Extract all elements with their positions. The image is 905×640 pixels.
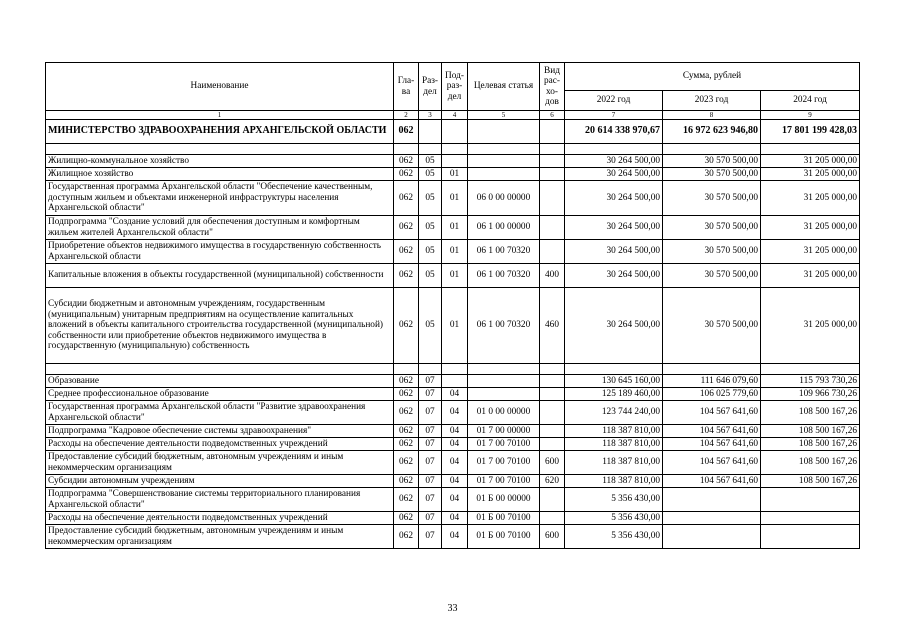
cell-glava: 062 (394, 425, 419, 438)
cell-expense-type (540, 216, 565, 240)
cell-podrazdel: 01 (442, 216, 468, 240)
cell-glava: 062 (394, 216, 419, 240)
table-row (46, 525, 860, 549)
cell-sum-2022: 30 264 500,00 (565, 288, 663, 364)
cell-sum-2024 (761, 144, 860, 155)
cell-podrazdel: 01 (442, 288, 468, 364)
cell-glava: 062 (394, 168, 419, 181)
cell-razdel: 07 (419, 475, 442, 488)
cell-glava (394, 364, 419, 375)
cell-sum-2022 (565, 144, 663, 155)
cell-sum-2023 (663, 364, 761, 375)
cell-sum-2024: 109 966 730,26 (761, 388, 860, 401)
cell-podrazdel: 04 (442, 525, 468, 549)
cell-target-article: 01 Б 00 00000 (468, 488, 540, 512)
cell-podrazdel: 04 (442, 438, 468, 451)
cell-name: Подпрограмма "Совершенствование системы территориального планирования Архангельской области" (46, 488, 394, 512)
cell-name: Подпрограмма "Кадровое обеспечение системы здравоохранения" (46, 425, 394, 438)
cell-razdel: 05 (419, 155, 442, 168)
cell-sum-2024: 108 500 167,26 (761, 438, 860, 451)
cell-sum-2023: 30 570 500,00 (663, 240, 761, 264)
column-number: 5 (468, 111, 540, 120)
cell-sum-2024 (761, 364, 860, 375)
cell-target-article: 06 0 00 00000 (468, 181, 540, 216)
cell-expense-type: 600 (540, 451, 565, 475)
cell-podrazdel (442, 120, 468, 144)
cell-sum-2022: 20 614 338 970,67 (565, 120, 663, 144)
cell-razdel (419, 144, 442, 155)
cell-sum-2023: 111 646 079,60 (663, 375, 761, 388)
cell-glava: 062 (394, 155, 419, 168)
cell-podrazdel: 04 (442, 512, 468, 525)
column-number: 9 (761, 111, 860, 120)
cell-expense-type (540, 144, 565, 155)
cell-razdel: 07 (419, 375, 442, 388)
cell-name: Субсидии автономным учреждениям (46, 475, 394, 488)
table-row (46, 288, 860, 364)
cell-sum-2022 (565, 364, 663, 375)
cell-target-article (468, 388, 540, 401)
cell-sum-2022: 118 387 810,00 (565, 425, 663, 438)
cell-podrazdel: 04 (442, 425, 468, 438)
cell-name: Среднее профессиональное образование (46, 388, 394, 401)
cell-expense-type: 620 (540, 475, 565, 488)
table-row (46, 144, 860, 155)
cell-razdel: 07 (419, 488, 442, 512)
cell-target-article: 06 1 00 70320 (468, 264, 540, 288)
column-number: 1 (46, 111, 394, 120)
header-name: Наименование (46, 63, 394, 111)
table-row (46, 364, 860, 375)
table-row (46, 438, 860, 451)
table-row (46, 155, 860, 168)
cell-name: Предоставление субсидий бюджетным, автономным учреждениям и иным некоммерческим организациям (46, 451, 394, 475)
cell-sum-2022: 30 264 500,00 (565, 264, 663, 288)
table-row (46, 181, 860, 216)
cell-expense-type (540, 488, 565, 512)
table-row (46, 451, 860, 475)
table-header-row (46, 63, 860, 91)
cell-sum-2023: 30 570 500,00 (663, 264, 761, 288)
cell-target-article (468, 120, 540, 144)
cell-expense-type (540, 438, 565, 451)
header-year-2022: 2022 год (565, 91, 663, 111)
cell-glava: 062 (394, 264, 419, 288)
cell-glava: 062 (394, 451, 419, 475)
cell-sum-2022: 118 387 810,00 (565, 451, 663, 475)
cell-target-article: 01 7 00 70100 (468, 475, 540, 488)
cell-sum-2024: 31 205 000,00 (761, 155, 860, 168)
cell-sum-2024: 31 205 000,00 (761, 181, 860, 216)
cell-glava: 062 (394, 488, 419, 512)
cell-sum-2022: 5 356 430,00 (565, 525, 663, 549)
cell-name: Расходы на обеспечение деятельности подведомственных учреждений (46, 438, 394, 451)
column-number: 7 (565, 111, 663, 120)
cell-name: Предоставление субсидий бюджетным, автономным учреждениям и иным некоммерческим организациям (46, 525, 394, 549)
cell-expense-type (540, 364, 565, 375)
cell-sum-2024: 17 801 199 428,03 (761, 120, 860, 144)
cell-sum-2022: 5 356 430,00 (565, 488, 663, 512)
cell-sum-2022: 118 387 810,00 (565, 475, 663, 488)
cell-expense-type (540, 425, 565, 438)
cell-glava (394, 144, 419, 155)
cell-name: Субсидии бюджетным и автономным учреждениям, государственным (муниципальным) унитарным предприятиям на осуществление капитальных вложений в объекты капитального строительства государственной (муниципальной) собственности или приобретение объектов недвижимого имущества в государственную (муниципальную) собственность (46, 288, 394, 364)
cell-podrazdel: 01 (442, 181, 468, 216)
cell-sum-2024: 108 500 167,26 (761, 425, 860, 438)
table-body (46, 120, 860, 549)
cell-glava: 062 (394, 401, 419, 425)
cell-razdel: 07 (419, 512, 442, 525)
cell-razdel: 05 (419, 240, 442, 264)
cell-podrazdel (442, 375, 468, 388)
cell-podrazdel: 01 (442, 264, 468, 288)
cell-name: Капитальные вложения в объекты государственной (муниципальной) собственности (46, 264, 394, 288)
table-row (46, 401, 860, 425)
cell-razdel: 05 (419, 216, 442, 240)
table-row (46, 425, 860, 438)
table-row (46, 475, 860, 488)
cell-glava: 062 (394, 438, 419, 451)
table-row (46, 512, 860, 525)
cell-sum-2023 (663, 488, 761, 512)
cell-sum-2023: 104 567 641,60 (663, 425, 761, 438)
table-row (46, 168, 860, 181)
page-number: 33 (447, 603, 458, 614)
cell-sum-2023: 30 570 500,00 (663, 168, 761, 181)
cell-sum-2022: 30 264 500,00 (565, 155, 663, 168)
cell-expense-type (540, 401, 565, 425)
cell-razdel: 07 (419, 388, 442, 401)
column-number: 2 (394, 111, 419, 120)
cell-sum-2023: 104 567 641,60 (663, 401, 761, 425)
cell-sum-2024 (761, 512, 860, 525)
cell-podrazdel: 04 (442, 451, 468, 475)
cell-razdel (419, 120, 442, 144)
cell-sum-2022: 30 264 500,00 (565, 181, 663, 216)
cell-podrazdel (442, 144, 468, 155)
cell-razdel: 05 (419, 264, 442, 288)
cell-sum-2024: 31 205 000,00 (761, 288, 860, 364)
cell-expense-type (540, 240, 565, 264)
cell-razdel: 05 (419, 168, 442, 181)
cell-glava: 062 (394, 525, 419, 549)
cell-sum-2022: 130 645 160,00 (565, 375, 663, 388)
cell-sum-2023: 104 567 641,60 (663, 475, 761, 488)
cell-sum-2023 (663, 525, 761, 549)
table-row (46, 264, 860, 288)
table-row (46, 488, 860, 512)
cell-sum-2022: 118 387 810,00 (565, 438, 663, 451)
cell-name: Образование (46, 375, 394, 388)
cell-sum-2022: 30 264 500,00 (565, 240, 663, 264)
header-podrazdel: Под-раз-дел (442, 63, 468, 111)
cell-target-article: 01 7 00 70100 (468, 438, 540, 451)
column-number: 8 (663, 111, 761, 120)
header-razdel: Раз-дел (419, 63, 442, 111)
cell-name (46, 144, 394, 155)
cell-target-article: 01 Б 00 70100 (468, 512, 540, 525)
cell-target-article (468, 168, 540, 181)
cell-glava: 062 (394, 512, 419, 525)
column-number: 6 (540, 111, 565, 120)
cell-glava: 062 (394, 240, 419, 264)
cell-sum-2022: 5 356 430,00 (565, 512, 663, 525)
cell-name: Подпрограмма "Создание условий для обеспечения доступным и комфортным жильем жителей Архангельской области" (46, 216, 394, 240)
cell-expense-type (540, 120, 565, 144)
cell-glava: 062 (394, 120, 419, 144)
header-year-2024: 2024 год (761, 91, 860, 111)
cell-podrazdel: 04 (442, 388, 468, 401)
column-number: 3 (419, 111, 442, 120)
cell-razdel: 07 (419, 401, 442, 425)
cell-podrazdel: 01 (442, 168, 468, 181)
cell-sum-2024: 108 500 167,26 (761, 475, 860, 488)
table-row (46, 375, 860, 388)
cell-sum-2022: 30 264 500,00 (565, 216, 663, 240)
cell-target-article: 01 Б 00 70100 (468, 525, 540, 549)
budget-table (45, 62, 860, 549)
cell-razdel: 07 (419, 451, 442, 475)
cell-glava: 062 (394, 475, 419, 488)
table-row (46, 120, 860, 144)
cell-name: Приобретение объектов недвижимого имущества в государственную собственность Архангельской области (46, 240, 394, 264)
header-year-2023: 2023 год (663, 91, 761, 111)
cell-podrazdel (442, 364, 468, 375)
cell-sum-2023 (663, 512, 761, 525)
cell-sum-2023: 30 570 500,00 (663, 288, 761, 364)
cell-target-article: 01 7 00 70100 (468, 451, 540, 475)
cell-name: МИНИСТЕРСТВО ЗДРАВООХРАНЕНИЯ АРХАНГЕЛЬСКОЙ ОБЛАСТИ (46, 120, 394, 144)
cell-sum-2023: 104 567 641,60 (663, 438, 761, 451)
cell-razdel (419, 364, 442, 375)
cell-target-article (468, 375, 540, 388)
cell-name: Государственная программа Архангельской области "Развитие здравоохранения Архангельской области" (46, 401, 394, 425)
cell-expense-type (540, 168, 565, 181)
cell-expense-type (540, 512, 565, 525)
cell-expense-type (540, 181, 565, 216)
cell-podrazdel: 04 (442, 475, 468, 488)
table-row (46, 388, 860, 401)
cell-sum-2024: 31 205 000,00 (761, 264, 860, 288)
cell-name: Государственная программа Архангельской области "Обеспечение качественным, доступным жильем и объектами инженерной инфраструктуры населения Архангельской области" (46, 181, 394, 216)
cell-glava: 062 (394, 375, 419, 388)
cell-sum-2022: 123 744 240,00 (565, 401, 663, 425)
cell-podrazdel: 01 (442, 240, 468, 264)
cell-expense-type: 460 (540, 288, 565, 364)
cell-razdel: 05 (419, 181, 442, 216)
cell-target-article: 01 7 00 00000 (468, 425, 540, 438)
cell-razdel: 07 (419, 525, 442, 549)
cell-name: Расходы на обеспечение деятельности подведомственных учреждений (46, 512, 394, 525)
cell-target-article: 01 0 00 00000 (468, 401, 540, 425)
cell-sum-2022: 125 189 460,00 (565, 388, 663, 401)
cell-sum-2024: 108 500 167,26 (761, 401, 860, 425)
cell-expense-type (540, 155, 565, 168)
cell-sum-2023: 106 025 779,60 (663, 388, 761, 401)
cell-podrazdel (442, 155, 468, 168)
cell-sum-2023: 30 570 500,00 (663, 216, 761, 240)
cell-sum-2023: 104 567 641,60 (663, 451, 761, 475)
cell-sum-2023 (663, 144, 761, 155)
cell-sum-2024: 31 205 000,00 (761, 168, 860, 181)
cell-sum-2022: 30 264 500,00 (565, 168, 663, 181)
cell-glava: 062 (394, 388, 419, 401)
cell-expense-type (540, 388, 565, 401)
cell-name: Жилищно-коммунальное хозяйство (46, 155, 394, 168)
table-row (46, 240, 860, 264)
header-glava: Гла-ва (394, 63, 419, 111)
cell-sum-2024 (761, 488, 860, 512)
cell-target-article: 06 1 00 00000 (468, 216, 540, 240)
cell-podrazdel: 04 (442, 401, 468, 425)
cell-expense-type: 400 (540, 264, 565, 288)
cell-name (46, 364, 394, 375)
cell-sum-2023: 16 972 623 946,80 (663, 120, 761, 144)
cell-razdel: 07 (419, 438, 442, 451)
cell-sum-2023: 30 570 500,00 (663, 155, 761, 168)
header-sum: Сумма, рублей (565, 63, 860, 91)
cell-target-article: 06 1 00 70320 (468, 288, 540, 364)
cell-razdel: 07 (419, 425, 442, 438)
cell-sum-2023: 30 570 500,00 (663, 181, 761, 216)
cell-podrazdel: 04 (442, 488, 468, 512)
column-number-row (46, 111, 860, 120)
cell-sum-2024 (761, 525, 860, 549)
cell-glava: 062 (394, 181, 419, 216)
cell-expense-type (540, 375, 565, 388)
header-vid: Вид рас-хо-дов (540, 63, 565, 111)
header-statya: Целевая статья (468, 63, 540, 111)
cell-sum-2024: 31 205 000,00 (761, 240, 860, 264)
cell-target-article (468, 144, 540, 155)
cell-name: Жилищное хозяйство (46, 168, 394, 181)
cell-target-article (468, 364, 540, 375)
cell-expense-type: 600 (540, 525, 565, 549)
table-row (46, 216, 860, 240)
cell-sum-2024: 115 793 730,26 (761, 375, 860, 388)
cell-target-article (468, 155, 540, 168)
column-number: 4 (442, 111, 468, 120)
cell-glava: 062 (394, 288, 419, 364)
cell-razdel: 05 (419, 288, 442, 364)
cell-target-article: 06 1 00 70320 (468, 240, 540, 264)
cell-sum-2024: 108 500 167,26 (761, 451, 860, 475)
cell-sum-2024: 31 205 000,00 (761, 216, 860, 240)
